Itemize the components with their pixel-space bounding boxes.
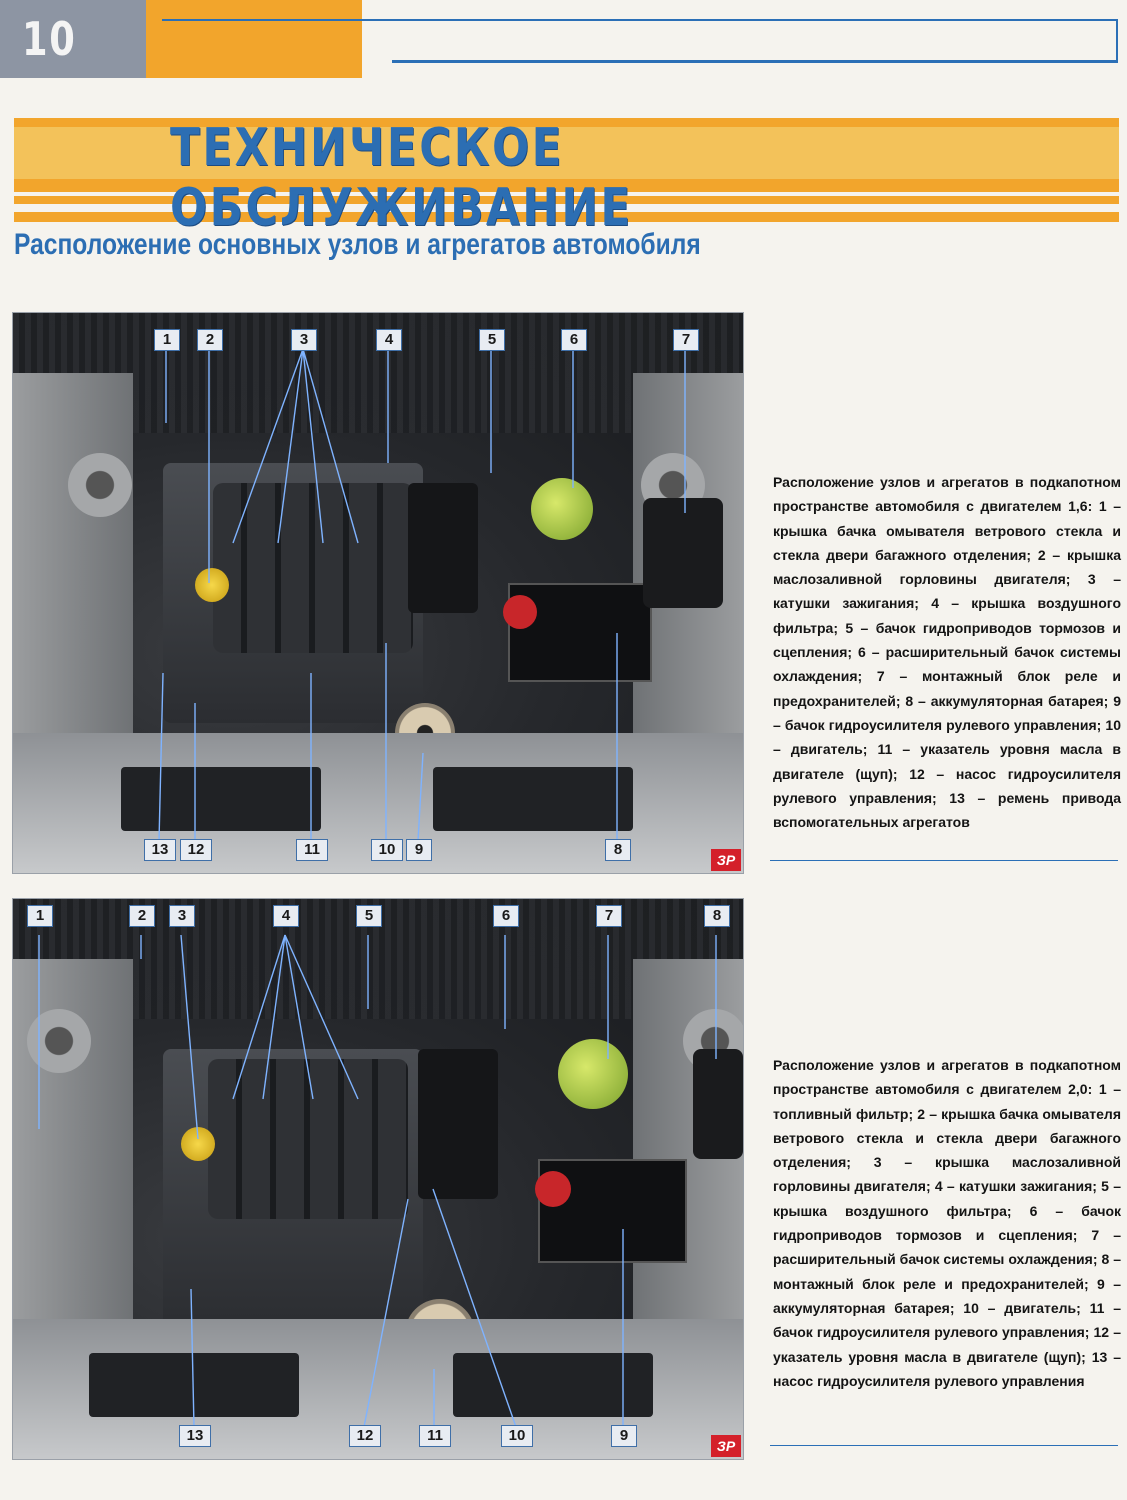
caption-lead: Расположение узлов и агрегатов в подкапотном пространстве автомобиля с двигателем 2,0: [773, 1057, 1121, 1098]
callout-label: 5 [479, 329, 505, 351]
photo-1-caption [773, 470, 1121, 834]
callout-label: 9 [611, 1425, 637, 1447]
callout-label: 13 [144, 839, 176, 861]
callout-label: 4 [273, 905, 299, 927]
caption-rule [770, 860, 1118, 861]
callout-label: 12 [180, 839, 212, 861]
page-title: Расположение основных узлов и агрегатов автомобиля [14, 228, 701, 261]
callout-label: 13 [179, 1425, 211, 1447]
callout-label: 12 [349, 1425, 381, 1447]
callout-label: 9 [406, 839, 432, 861]
caption-body: 1 – топливный фильтр; 2 – крышка бачка омывателя ветрового стекла и стекла двери багажного отделения; 3 – крышка маслозаливной горловины двигателя; 4 – катушки зажигания; 5 – крышка воздушного фильтра; 6 – бачок гидроприводов тормозов и сцепления; 7 – расширительный бачок системы охлаждения; 8 – монтажный блок реле и предохранителей; 9 – аккумуляторная батарея; 10 – двигатель; 11 – бачок гидроусилителя рулевого управления; 12 – указатель уровня масла в двигателе (щуп); 13 – насос гидроусилителя рулевого управления [773, 1081, 1122, 1389]
callout-label: 2 [129, 905, 155, 927]
callout-label: 7 [673, 329, 699, 351]
header-rule-bottom [392, 60, 1118, 63]
callout-label: 2 [197, 329, 223, 351]
callout-label: 3 [291, 329, 317, 351]
header-orange-bar [146, 0, 362, 78]
callout-label: 1 [27, 905, 53, 927]
photo-2-caption [773, 1053, 1121, 1393]
callout-label: 10 [371, 839, 403, 861]
caption-lead: Расположение узлов и агрегатов в подкапотном пространстве автомобиля с двигателем 1,6: [773, 474, 1121, 515]
callout-label: 8 [704, 905, 730, 927]
callout-label: 10 [501, 1425, 533, 1447]
caption-body: 1 – крышка бачка омывателя ветрового стекла и стекла двери багажного отделения; 2 – крышка маслозаливной горловины двигателя; 3 – катушки зажигания; 4 – крышка воздушного фильтра; 5 – бачок гидроприводов тормозов и сцепления; 6 – расширительный бачок системы охлаждения; 7 – монтажный блок реле и предохранителей; 8 – аккумуляторная батарея; 9 – бачок гидроусилителя рулевого управления; 10 – двигатель; 11 – указатель уровня масла в двигателе (щуп); 12 – насос гидроусилителя рулевого управления; 13 – ремень привода вспомогательных агрегатов [773, 498, 1122, 831]
callout-label: 6 [493, 905, 519, 927]
publisher-badge: ЗР [711, 849, 741, 871]
callout-label: 11 [419, 1425, 451, 1447]
callout-label: 5 [356, 905, 382, 927]
callout-label: 7 [596, 905, 622, 927]
header-rule-right [1116, 19, 1118, 63]
callout-label: 11 [296, 839, 328, 861]
publisher-badge: ЗР [711, 1435, 741, 1457]
caption-rule [770, 1445, 1118, 1446]
callout-label: 6 [561, 329, 587, 351]
callout-label: 4 [376, 329, 402, 351]
section-title: ТЕХНИЧЕСКОЕ ОБСЛУЖИВАНИЕ [170, 118, 633, 238]
engine-photo-2 [12, 898, 744, 1460]
callout-label: 8 [605, 839, 631, 861]
header-rule-top [162, 19, 1118, 21]
callout-label: 3 [169, 905, 195, 927]
leader-lines [13, 899, 743, 1459]
callout-label: 1 [154, 329, 180, 351]
engine-photo-1 [12, 312, 744, 874]
page-number: 10 [22, 12, 77, 66]
leader-lines [13, 313, 743, 873]
